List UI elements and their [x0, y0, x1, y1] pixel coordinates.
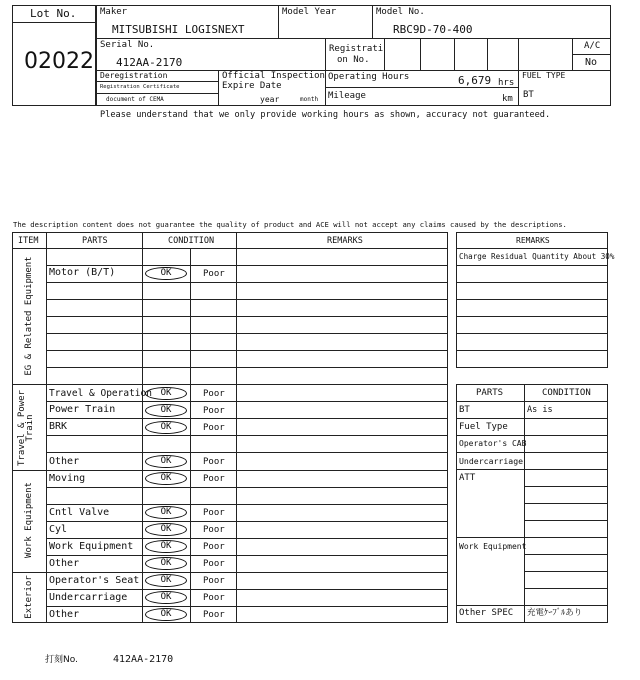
travel-other-poor: Poor: [203, 457, 225, 467]
hours-value: 6,679: [458, 74, 492, 87]
undercarriage-ok: OK: [145, 591, 187, 604]
right-operators-cab-label: Operator's CAB: [459, 439, 527, 448]
part-motor: Motor (B/T): [49, 267, 116, 278]
mileage-label: Mileage: [328, 91, 366, 101]
work-equipment-poor: Poor: [203, 542, 225, 552]
group-exterior: Exterior: [24, 575, 34, 619]
part-exterior-other: Other: [49, 609, 80, 620]
serial-value: 412AA-2170: [116, 56, 183, 69]
right-other-spec-value: 充電ｹｰﾌﾞﾙあり: [527, 608, 583, 618]
work-equipment-ok: OK: [145, 540, 187, 553]
part-work-other: Other: [49, 558, 80, 569]
travel-operation-ok: OK: [145, 387, 187, 400]
cyl-ok: OK: [145, 523, 187, 536]
part-power-train: Power Train: [49, 404, 116, 415]
part-undercarriage: Undercarriage: [49, 592, 128, 603]
group-travel-2: Train: [25, 414, 35, 442]
operators-seat-ok: OK: [145, 574, 187, 587]
registration-label-2: on No.: [337, 55, 370, 65]
brk-poor: Poor: [203, 423, 225, 433]
work-other-poor: Poor: [203, 559, 225, 569]
group-eg: EG & Related Equipment: [24, 256, 34, 376]
dereg-doc: document of CEMA: [106, 96, 164, 103]
registration-label-1: Registrati: [329, 44, 384, 54]
power-train-ok: OK: [145, 404, 187, 417]
right-remarks-line1: Charge Residual Quantity About 30%: [459, 252, 615, 261]
exterior-other-poor: Poor: [203, 610, 225, 620]
stamp-label: 打刻No.: [45, 655, 78, 665]
lot-number: 02022: [24, 49, 94, 74]
right-remarks-header: REMARKS: [516, 236, 550, 245]
ac-label: A/C: [584, 41, 601, 51]
fuel-type-value: BT: [523, 90, 534, 100]
motor-ok: OK: [145, 267, 187, 280]
power-train-poor: Poor: [203, 406, 225, 416]
ac-value: No: [585, 57, 598, 68]
right-undercarriage-label: Undercarriage: [459, 456, 524, 466]
model-no-value: RBC9D-70-400: [393, 23, 473, 36]
part-brk: BRK: [49, 421, 68, 432]
cntl-valve-poor: Poor: [203, 508, 225, 518]
right-fuel-type-label: Fuel Type: [459, 422, 508, 432]
right-work-equipment-label: Work Equipment: [459, 542, 527, 551]
year-label: year: [260, 95, 280, 104]
maker-label: Maker: [100, 7, 128, 17]
parts-header: PARTS: [82, 236, 108, 246]
moving-poor: Poor: [203, 474, 225, 484]
right-parts-header: PARTS: [476, 388, 504, 398]
cntl-valve-ok: OK: [145, 506, 187, 519]
month-label: month: [300, 96, 319, 103]
mileage-unit: km: [502, 94, 513, 104]
operators-seat-poor: Poor: [203, 576, 225, 586]
condition-header: CONDITION: [168, 236, 215, 246]
part-moving: Moving: [49, 473, 86, 484]
part-travel-operation: Travel & Operation: [49, 388, 152, 399]
item-header: ITEM: [18, 236, 39, 246]
part-work-equipment: Work Equipment: [49, 541, 134, 552]
right-other-spec-label: Other SPEC: [459, 608, 514, 618]
stamp-value: 412AA-2170: [113, 654, 174, 665]
moving-ok: OK: [145, 472, 187, 485]
hours-label: Operating Hours: [328, 72, 410, 82]
lot-label: Lot No.: [30, 7, 77, 20]
undercarriage-poor: Poor: [203, 593, 225, 603]
model-year-label: Model Year: [282, 7, 337, 17]
right-att-label: ATT: [459, 473, 476, 483]
serial-label: Serial No.: [100, 40, 155, 50]
inspection-label-2: Expire Date: [222, 81, 282, 91]
group-travel-1: Travel & Power: [17, 390, 27, 466]
cyl-poor: Poor: [203, 525, 225, 535]
brk-ok: OK: [145, 421, 187, 434]
right-bt-label: BT: [459, 405, 470, 415]
part-travel-other: Other: [49, 456, 80, 467]
part-cyl: Cyl: [49, 524, 68, 535]
part-cntl-valve: Cntl Valve: [49, 507, 110, 518]
hours-unit: hrs: [498, 78, 515, 88]
model-no-label: Model No.: [376, 7, 425, 17]
group-work: Work Equipment: [24, 482, 34, 558]
travel-other-ok: OK: [145, 455, 187, 468]
description-notice: The description content does not guarantee the quality of product and ACE will not accept any claims caused by the descriptions.: [13, 220, 567, 229]
right-condition-header: CONDITION: [542, 388, 591, 398]
dereg-cert: Registration Certificate: [100, 84, 180, 90]
remarks-header: REMARKS: [327, 236, 363, 246]
dereg-label: Deregistration: [100, 71, 168, 80]
fuel-type-label: FUEL TYPE: [522, 71, 566, 80]
hours-notice: Please understand that we only provide working hours as shown, accuracy not guaranteed.: [100, 110, 551, 120]
travel-operation-poor: Poor: [203, 389, 225, 399]
motor-poor: Poor: [203, 269, 225, 279]
part-operators-seat: Operator's Seat: [49, 575, 140, 586]
work-other-ok: OK: [145, 557, 187, 570]
inspection-label-1: Official Inspection: [222, 71, 325, 81]
right-bt-value: As is: [527, 405, 553, 415]
maker-value: MITSUBISHI LOGISNEXT: [112, 23, 245, 36]
exterior-other-ok: OK: [145, 608, 187, 621]
